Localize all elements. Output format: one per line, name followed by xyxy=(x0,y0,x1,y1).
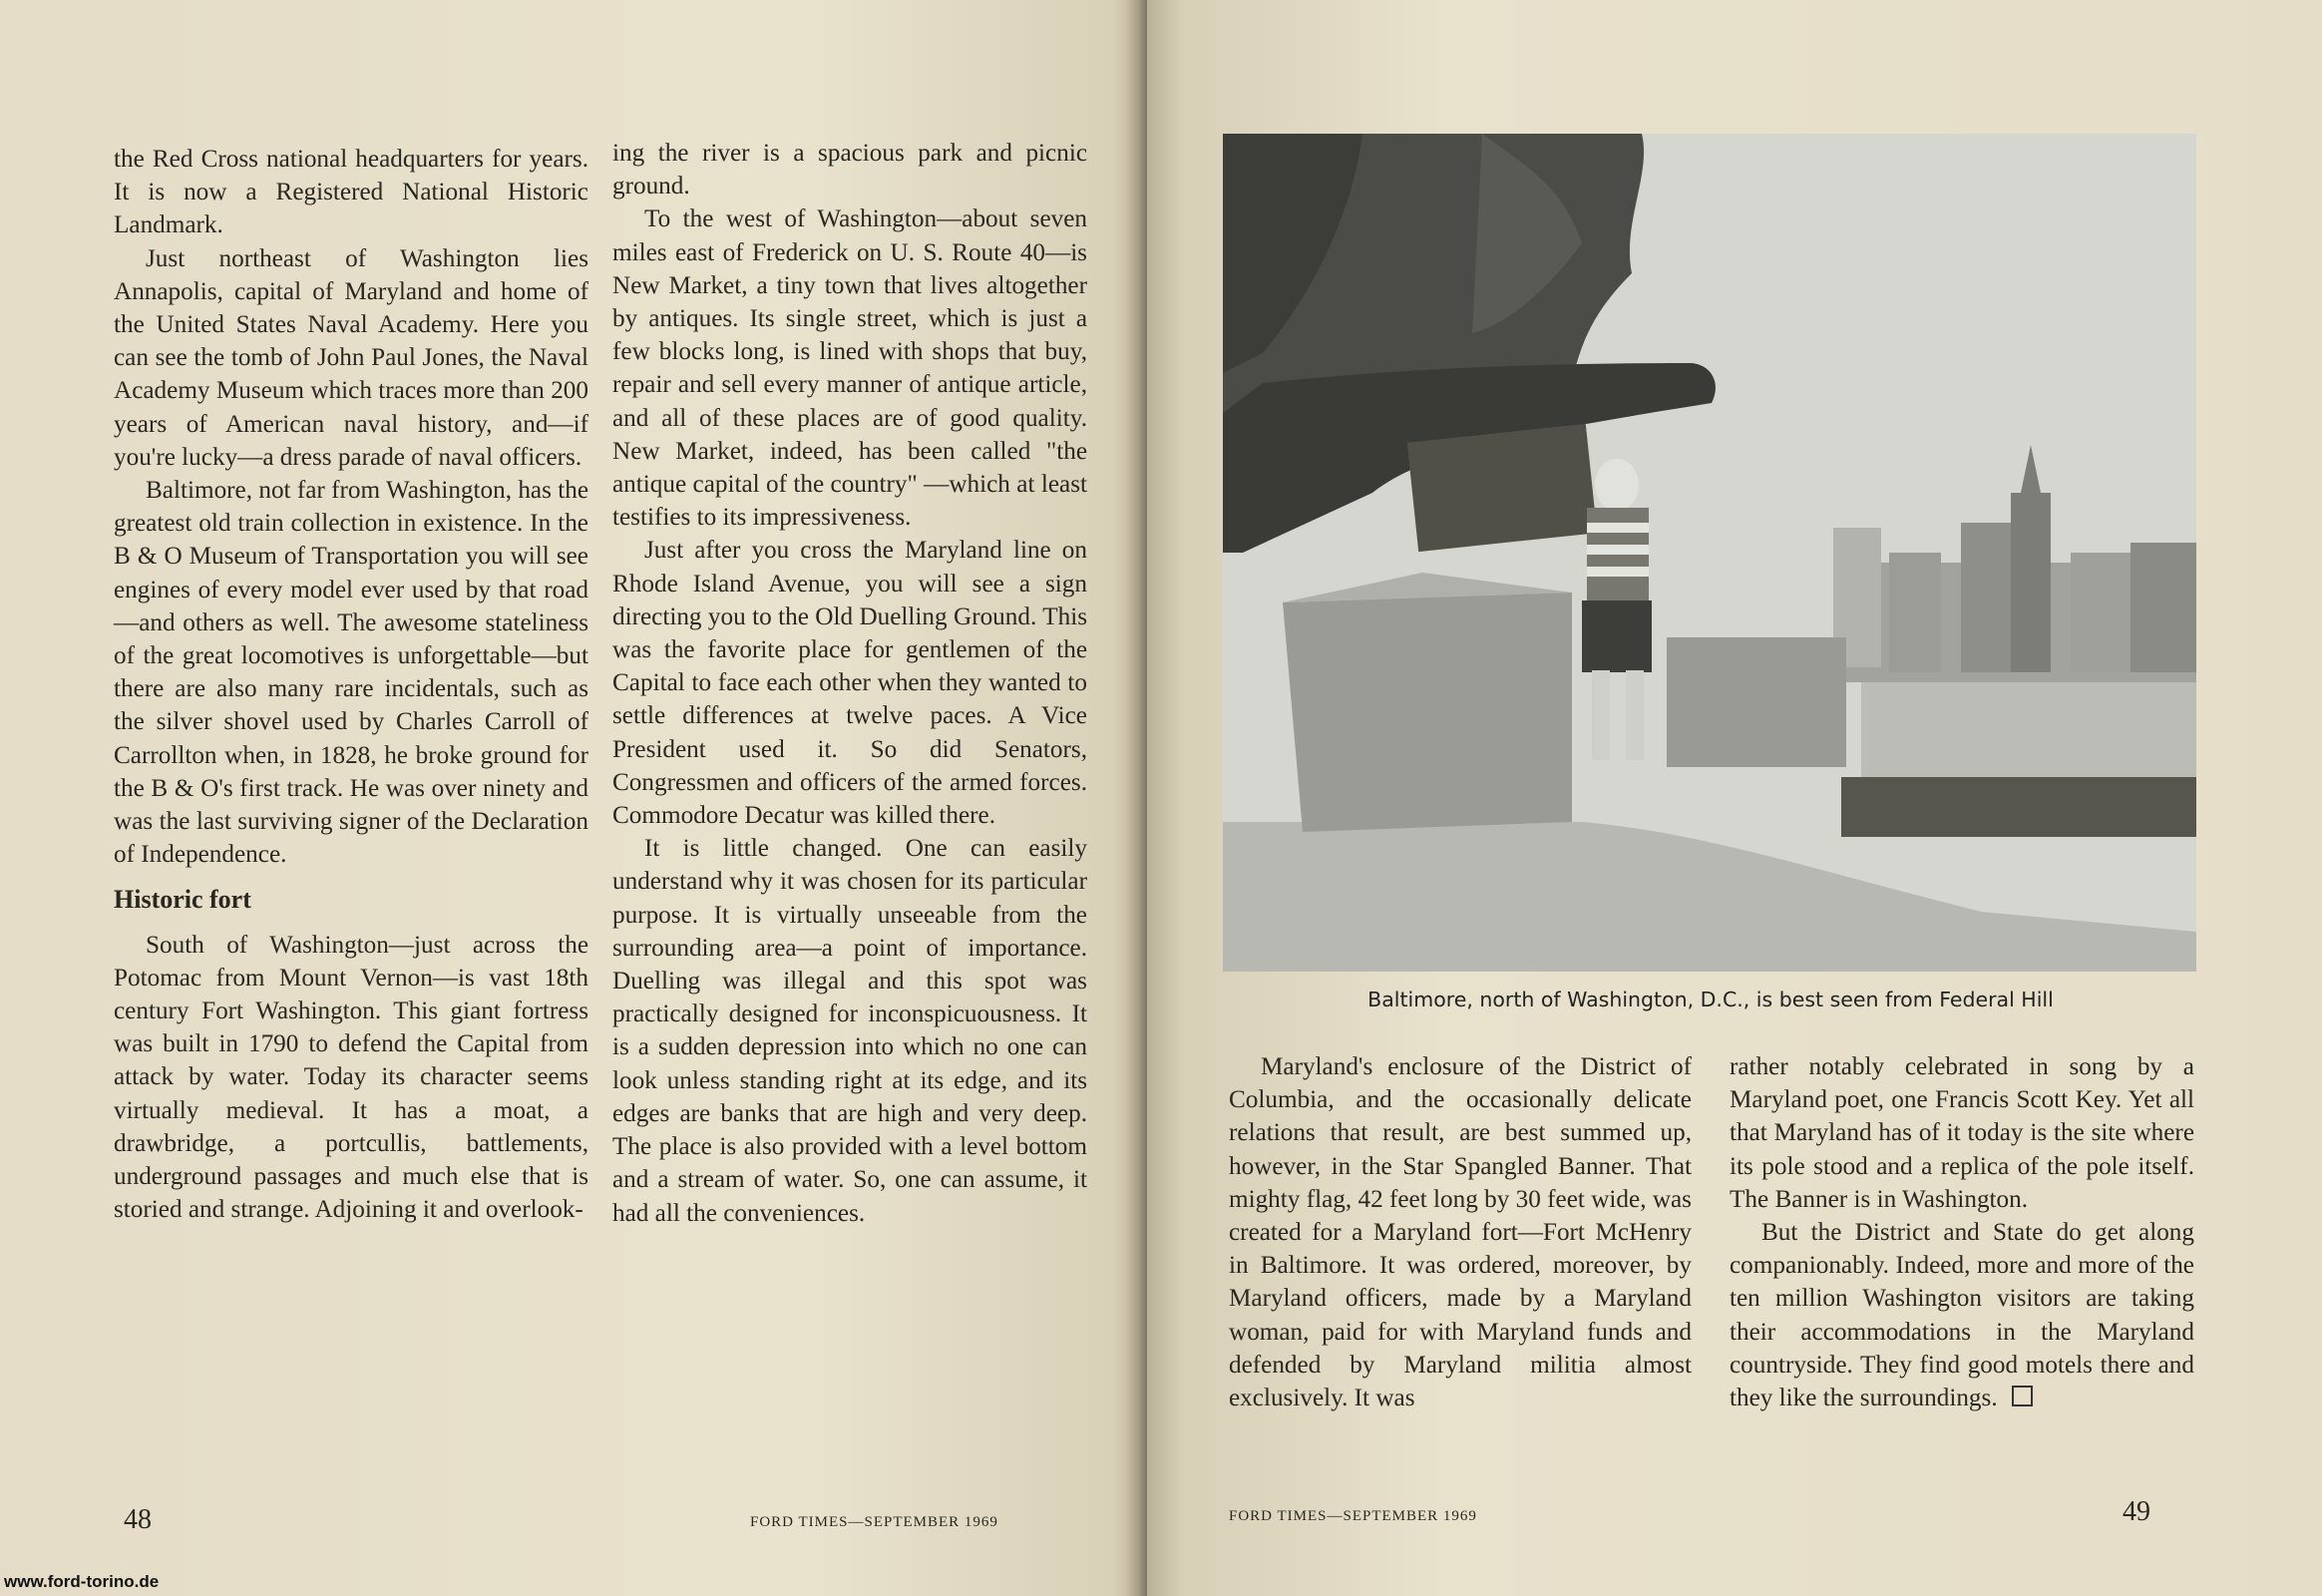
photo-illustration xyxy=(1223,134,2196,972)
watermark: www.ford-torino.de xyxy=(4,1572,160,1591)
paragraph: Baltimore, not far from Washington, has the greatest old train collection in existence. In the B & O Museum of Transportation you will see engines of every model ever used by that road—and others as well. The awesome stateliness of the great locomotives is unforgettable—but there are also many rare incidentals, such as the silver shovel used by Charles Carroll of Carrollton when, in 1828, he broke ground for the B & O's first track. He was over ninety and was the last surviving signer of the Declaration of Independence. xyxy=(114,477,588,869)
page-number-right: 49 xyxy=(2123,1496,2150,1527)
paragraph: Maryland's enclosure of the District of Columbia, and the occasionally delicate relations that result, are best summed up, however, in the Star Spangled Banner. That mighty flag, 42 feet long by 30 feet wide, was created for a Maryland fort—Fort McHenry in Baltimore. It was ordered, moreover, by Maryland officers, made by a Maryland woman, paid for with Maryland funds and defended by Maryland militia almost exclusively. It was xyxy=(1229,1053,1692,1412)
photo-caption: Baltimore, north of Washington, D.C., is best seen from Federal Hill xyxy=(1367,988,2054,1011)
section-heading: Historic fort xyxy=(114,885,251,915)
right-column-1 xyxy=(1229,1050,1692,1414)
paragraph: the Red Cross national headquarters for years. It is now a Registered National Historic Landmark. xyxy=(114,146,588,239)
page-number-left: 48 xyxy=(124,1504,152,1535)
paragraph-text: But the District and State do get along companionably. Indeed, more and more of the ten million Washington visitors are taking their accommodations in the Maryland countryside. They find good motels there and they like the surroundings. xyxy=(1730,1219,2194,1412)
photo-baltimore-federal-hill xyxy=(1223,134,2196,972)
left-column-1 xyxy=(114,143,588,1227)
paragraph: To the west of Washington—about seven miles east of Frederick on U. S. Route 40—is New Market, a tiny town that lives altogether by antiques. Its single street, which is just a few blocks long, is lined with shops that buy, repair and sell every manner of antique article, and all of these places are of good quality. New Market, indeed, has been called "the antique capital of the country" —which at least testifies to its impressiveness. xyxy=(612,205,1087,532)
paragraph: South of Washington—just across the Potomac from Mount Vernon—is vast 18th century Fort Washington. This giant fortress was built in 1790 to defend the Capital from attack by water. Today its character seems virtually medieval. It has a moat, a drawbridge, a portcullis, battlements, underground passages and much else that is storied and strange. Adjoining it and overlook- xyxy=(114,931,588,1224)
paragraph xyxy=(1730,1216,2194,1414)
paragraph: Just northeast of Washington lies Annapolis, capital of Maryland and home of the United States Naval Academy. Here you can see the tomb of John Paul Jones, the Naval Academy Museum which traces more than 200 years of American naval history, and—if you're lucky—a dress parade of naval officers. xyxy=(114,244,588,471)
left-column-2 xyxy=(612,137,1087,1230)
end-mark-icon xyxy=(2012,1386,2033,1406)
paragraph: rather notably celebrated in song by a Maryland poet, one Francis Scott Key. Yet all that Maryland has of it today is the site where its pole stood and a replica of the pole itself. The Banner is in Washington. xyxy=(1730,1053,2194,1213)
paragraph: It is little changed. One can easily understand why it was chosen for its particular purpose. It is virtually unseeable from the surrounding area—a point of importance. Duelling was illegal and this spot was practically designed for inconspicuousness. It is a sudden depression into which no one can look unless standing right at its edge, and its edges are banks that are high and very deep. The place is also provided with a level bottom and a stream of water. So, one can assume, it had all the conveniences. xyxy=(612,835,1087,1227)
paragraph: Just after you cross the Maryland line on Rhode Island Avenue, you will see a sign directing you to the Old Duelling Ground. This was the favorite place for gentlemen of the Capital to face each other when they wanted to settle differences at twelve paces. A Vice President used it. So did Senators, Congressmen and officers of the armed forces. Commodore Decatur was killed there. xyxy=(612,537,1087,830)
right-column-2 xyxy=(1730,1050,2194,1414)
running-head-right: FORD TIMES—SEPTEMBER 1969 xyxy=(1229,1508,1477,1524)
page-gutter-shadow xyxy=(1125,0,1147,1596)
paragraph: ing the river is a spacious park and picnic ground. xyxy=(612,140,1087,200)
running-head-left: FORD TIMES—SEPTEMBER 1969 xyxy=(750,1514,998,1530)
